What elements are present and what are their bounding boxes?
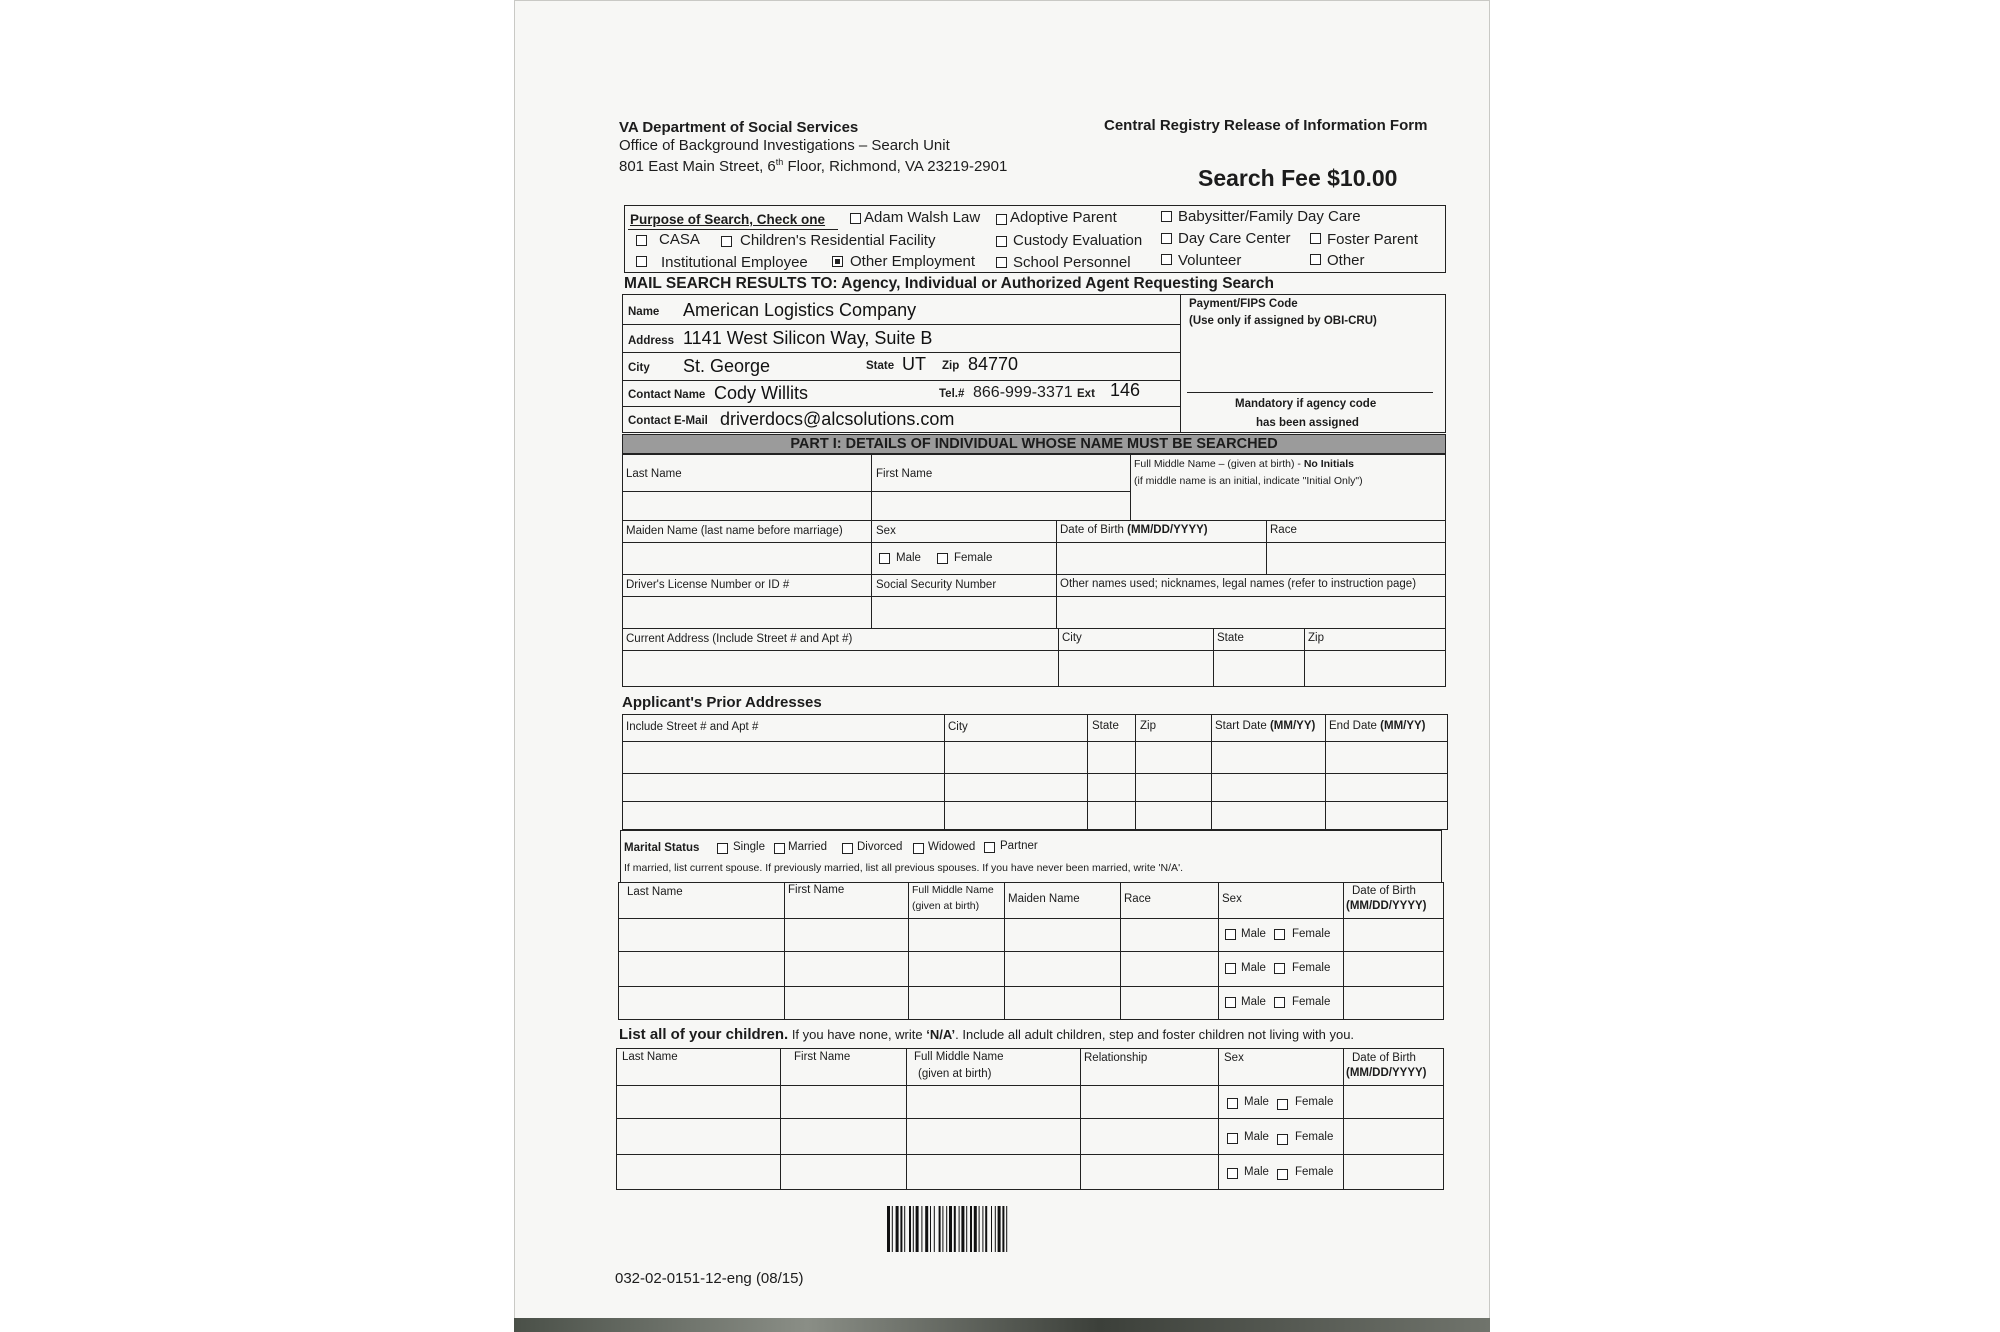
- marital-widowed-checkbox[interactable]: [913, 843, 924, 854]
- option-volunteer: Volunteer: [1178, 252, 1242, 269]
- child-middle-note: (given at birth): [918, 1068, 992, 1080]
- option-childrens-facility: Children's Residential Facility: [740, 232, 936, 249]
- spouse1-female: Female: [1292, 928, 1331, 940]
- spouse1-male: Male: [1241, 928, 1266, 940]
- option-other-employment: Other Employment: [850, 253, 976, 270]
- checkbox-casa[interactable]: [636, 235, 647, 246]
- marital-label: Marital Status: [624, 842, 700, 854]
- part1-middle-name: Full Middle Name – (given at birth) - No Initials: [1134, 458, 1354, 470]
- option-adoptive-parent: Adoptive Parent: [1010, 209, 1117, 226]
- option-school: School Personnel: [1013, 254, 1131, 271]
- prior-city: City: [948, 721, 968, 733]
- tel-label: Tel.#: [939, 388, 965, 400]
- child2-female: Female: [1295, 1131, 1334, 1143]
- child1-female-checkbox[interactable]: [1277, 1099, 1288, 1110]
- form-title: Central Registry Release of Information Form: [1104, 117, 1428, 134]
- spouse-dob-fmt: (MM/DD/YYYY): [1346, 900, 1427, 912]
- checkbox-custody[interactable]: [996, 236, 1007, 247]
- spouse-middle: Full Middle Name: [912, 884, 994, 896]
- child2-male-checkbox[interactable]: [1227, 1133, 1238, 1144]
- fips-title: Payment/FIPS Code: [1189, 298, 1298, 310]
- address-label: Address: [628, 335, 675, 347]
- marital-divorced-checkbox[interactable]: [842, 843, 853, 854]
- checkbox-foster-parent[interactable]: [1310, 233, 1321, 244]
- marital-partner: Partner: [1000, 840, 1038, 852]
- part1-female-label: Female: [954, 552, 993, 564]
- option-custody: Custody Evaluation: [1013, 232, 1143, 249]
- spouse1-male-checkbox[interactable]: [1225, 929, 1236, 940]
- spouse2-female-checkbox[interactable]: [1274, 963, 1285, 974]
- table-surface: [514, 1318, 1490, 1332]
- checkbox-day-care[interactable]: [1161, 233, 1172, 244]
- spouse2-male-checkbox[interactable]: [1225, 963, 1236, 974]
- state-label: State: [866, 360, 895, 372]
- marital-single: Single: [733, 841, 765, 853]
- spouse3-male: Male: [1241, 996, 1266, 1008]
- address-value[interactable]: 1141 West Silicon Way, Suite B: [683, 328, 933, 348]
- checkbox-other[interactable]: [1310, 254, 1321, 265]
- part1-maiden: Maiden Name (last name before marriage): [626, 525, 843, 537]
- option-casa: CASA: [659, 231, 700, 248]
- child-dob: Date of Birth: [1352, 1052, 1416, 1064]
- checkbox-institutional[interactable]: [636, 256, 647, 267]
- marital-partner-checkbox[interactable]: [984, 842, 995, 853]
- fips-line[interactable]: [1187, 392, 1433, 393]
- option-other: Other: [1327, 252, 1365, 269]
- part1-first-name: First Name: [876, 468, 933, 480]
- part1-last-name: Last Name: [626, 468, 682, 480]
- prior-state: State: [1092, 720, 1119, 732]
- part1-middle-note: (if middle name is an initial, indicate "Initial Only"): [1134, 475, 1363, 487]
- child3-male-checkbox[interactable]: [1227, 1168, 1238, 1179]
- name-value[interactable]: American Logistics Company: [683, 300, 917, 320]
- part1-dl: Driver's License Number or ID #: [626, 579, 790, 591]
- prior-title: Applicant's Prior Addresses: [622, 694, 822, 711]
- marital-married: Married: [788, 841, 827, 853]
- option-adam-walsh: Adam Walsh Law: [864, 209, 981, 226]
- spouse2-male: Male: [1241, 962, 1266, 974]
- option-foster-parent: Foster Parent: [1327, 231, 1418, 248]
- marital-widowed: Widowed: [928, 841, 976, 853]
- ext-label: Ext: [1077, 388, 1095, 400]
- child3-male: Male: [1244, 1166, 1269, 1178]
- child-middle: Full Middle Name: [914, 1051, 1004, 1063]
- contact-label: Contact Name: [628, 389, 706, 401]
- spouse3-female-checkbox[interactable]: [1274, 997, 1285, 1008]
- tel-value[interactable]: 866-999-3371: [973, 384, 1073, 401]
- prior-start: Start Date (MM/YY): [1215, 720, 1316, 732]
- child1-male-checkbox[interactable]: [1227, 1098, 1238, 1109]
- child1-female: Female: [1295, 1096, 1334, 1108]
- child-last: Last Name: [622, 1051, 678, 1063]
- children-heading: List all of your children. If you have none, write ‘N/A’. Include all adult children, step and foster children not living with you.: [619, 1026, 1355, 1043]
- checkbox-school[interactable]: [996, 257, 1007, 268]
- spouse-dob: Date of Birth: [1352, 885, 1416, 897]
- checkbox-babysitter[interactable]: [1161, 211, 1172, 222]
- part1-title: PART I: DETAILS OF INDIVIDUAL WHOSE NAME MUST BE SEARCHED: [790, 436, 1278, 452]
- form-number: 032-02-0151-12-eng (08/15): [615, 1270, 804, 1287]
- prior-zip: Zip: [1140, 720, 1156, 732]
- part1-state: State: [1217, 632, 1244, 644]
- part1-race: Race: [1270, 524, 1297, 536]
- child3-female: Female: [1295, 1166, 1334, 1178]
- agency-name: VA Department of Social Services: [619, 119, 859, 136]
- part1-ssn: Social Security Number: [876, 579, 997, 591]
- agency-address: 801 East Main Street, 6th Floor, Richmond, VA 23219-2901: [619, 157, 1008, 175]
- marital-note: If married, list current spouse. If previously married, list all previous spouses. If you have never been married, write 'N/A'.: [624, 862, 1183, 874]
- spouse2-female: Female: [1292, 962, 1331, 974]
- checkbox-adoptive-parent[interactable]: [996, 214, 1007, 225]
- part1-current-address: Current Address (Include Street # and Apt #): [626, 633, 853, 645]
- spouse-middle-note: (given at birth): [912, 900, 980, 912]
- child2-female-checkbox[interactable]: [1277, 1134, 1288, 1145]
- mail-divider: [1180, 294, 1181, 433]
- part1-dob: Date of Birth (MM/DD/YYYY): [1060, 524, 1208, 536]
- child1-male: Male: [1244, 1096, 1269, 1108]
- fips-note: (Use only if assigned by OBI-CRU): [1189, 315, 1377, 327]
- spouse3-male-checkbox[interactable]: [1225, 997, 1236, 1008]
- option-babysitter: Babysitter/Family Day Care: [1178, 208, 1361, 225]
- checkbox-volunteer[interactable]: [1161, 254, 1172, 265]
- spouse-race: Race: [1124, 893, 1151, 905]
- part1-zip: Zip: [1308, 632, 1324, 644]
- option-day-care: Day Care Center: [1178, 230, 1291, 247]
- email-label: Contact E-Mail: [628, 415, 708, 427]
- city-label: City: [628, 362, 650, 374]
- prior-street: Include Street # and Apt #: [626, 721, 759, 733]
- marital-divorced: Divorced: [857, 841, 903, 853]
- part1-sex: Sex: [876, 525, 896, 537]
- office-name: Office of Background Investigations – Search Unit: [619, 137, 950, 154]
- part1-female-checkbox[interactable]: [937, 553, 948, 564]
- purpose-underline: [628, 229, 838, 230]
- mandatory-note-2: has been assigned: [1256, 417, 1359, 429]
- spouse-first: First Name: [788, 884, 845, 896]
- child-dob-fmt: (MM/DD/YYYY): [1346, 1067, 1427, 1079]
- mandatory-note-1: Mandatory if agency code: [1235, 398, 1377, 410]
- mail-heading: MAIL SEARCH RESULTS TO: Agency, Individual or Authorized Agent Requesting Search: [624, 275, 1274, 292]
- child-relationship: Relationship: [1084, 1052, 1148, 1064]
- zip-value[interactable]: 84770: [968, 354, 1019, 374]
- spouse-sex: Sex: [1222, 893, 1242, 905]
- city-value[interactable]: St. George: [683, 356, 771, 376]
- child-sex: Sex: [1224, 1052, 1244, 1064]
- prior-end: End Date (MM/YY): [1329, 720, 1426, 732]
- state-value[interactable]: UT: [902, 354, 926, 374]
- search-fee: Search Fee $10.00: [1198, 165, 1398, 191]
- purpose-label: Purpose of Search, Check one: [630, 212, 826, 227]
- option-institutional: Institutional Employee: [661, 254, 808, 271]
- ext-value[interactable]: 146: [1110, 380, 1141, 400]
- part1-male-label: Male: [896, 552, 921, 564]
- zip-label: Zip: [942, 360, 960, 372]
- checkbox-other-employment[interactable]: [832, 256, 843, 267]
- spouse-last: Last Name: [627, 886, 683, 898]
- part1-grid: [622, 454, 1446, 687]
- email-value[interactable]: driverdocs@alcsolutions.com: [720, 409, 955, 429]
- part1-male-checkbox[interactable]: [879, 553, 890, 564]
- marital-married-checkbox[interactable]: [774, 843, 785, 854]
- spouse-maiden: Maiden Name: [1008, 893, 1080, 905]
- barcode-icon: [887, 1206, 1109, 1252]
- checkbox-adam-walsh[interactable]: [850, 213, 861, 224]
- part1-other-names: Other names used; nicknames, legal names (refer to instruction page): [1060, 578, 1417, 590]
- marital-single-checkbox[interactable]: [717, 843, 728, 854]
- checkbox-childrens-facility[interactable]: [721, 236, 732, 247]
- marital-box: [620, 830, 1442, 882]
- name-label: Name: [628, 306, 660, 318]
- contact-value[interactable]: Cody Willits: [714, 383, 809, 403]
- part1-city: City: [1062, 632, 1082, 644]
- spouse3-female: Female: [1292, 996, 1331, 1008]
- child2-male: Male: [1244, 1131, 1269, 1143]
- child-first: First Name: [794, 1051, 851, 1063]
- child3-female-checkbox[interactable]: [1277, 1169, 1288, 1180]
- spouse1-female-checkbox[interactable]: [1274, 929, 1285, 940]
